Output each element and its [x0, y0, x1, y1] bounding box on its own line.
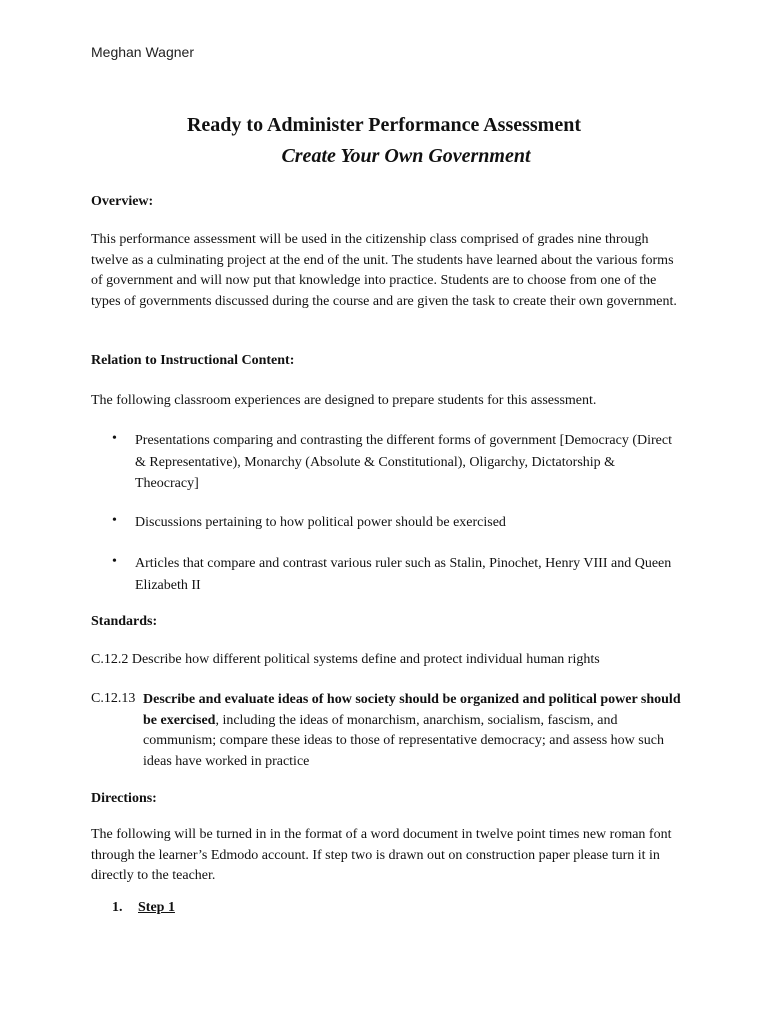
- bullet-item: Articles that compare and contrast various ruler such as Stalin, Pinochet, Henry VIII and Queen Elizabeth II: [135, 556, 672, 593]
- bullet-marker: •: [112, 554, 117, 569]
- bullet-item: Presentations comparing and contrasting the different forms of government [Democracy (Direct & Representative), Monarchy (Absolute & Constitutional), Oligarchy, Dictatorship & Theocracy]: [135, 433, 673, 491]
- relation-intro: The following classroom experiences are designed to prepare students for this assessment.: [91, 393, 597, 408]
- directions-text: The following will be turned in in the format of a word document in twelve point times new roman font through the learner’s Edmodo account. If step two is drawn out on construction paper please turn it in directly to the teacher.: [91, 827, 672, 883]
- step-number: 1.: [112, 900, 123, 915]
- standard-c12-13: [143, 690, 681, 772]
- overview-heading: Overview:: [91, 194, 154, 209]
- relation-heading: Relation to Instructional Content:: [91, 353, 295, 368]
- document-title: Ready to Administer Performance Assessment: [186, 114, 581, 136]
- directions-heading: Directions:: [91, 791, 157, 806]
- standards-heading: Standards:: [91, 614, 158, 629]
- overview-text: This performance assessment will be used in the citizenship class comprised of grades nine through twelve as a culminating project at the end of the unit. The students have learned about the various forms of government and will now put that knowledge into practice. Students are to choose from one of the types of governments discussed during the course and are given the task to create their own government.: [91, 232, 677, 309]
- bullet-item: Discussions pertaining to how political power should be exercised: [135, 515, 506, 530]
- document-subtitle: Create Your Own Government: [281, 145, 531, 167]
- bullet-marker: •: [112, 513, 117, 528]
- standard-emphasis: Describe and evaluate ideas of how society should be organized and political power should be exercised: [143, 692, 681, 728]
- standard-c12-2: C.12.2 Describe how different political systems define and protect individual human rights: [91, 652, 600, 667]
- author-name: Meghan Wagner: [91, 44, 194, 60]
- step-1-heading: [112, 900, 175, 916]
- standard-code: C.12.13: [91, 691, 136, 706]
- standard-detail: , including the ideas of monarchism, anarchism, socialism, fascism, and communism; compare these ideas to those of representative democracy; and assess how such ideas have worked in practice: [143, 712, 664, 769]
- step-label: Step 1: [138, 900, 175, 915]
- bullet-marker: •: [112, 431, 117, 446]
